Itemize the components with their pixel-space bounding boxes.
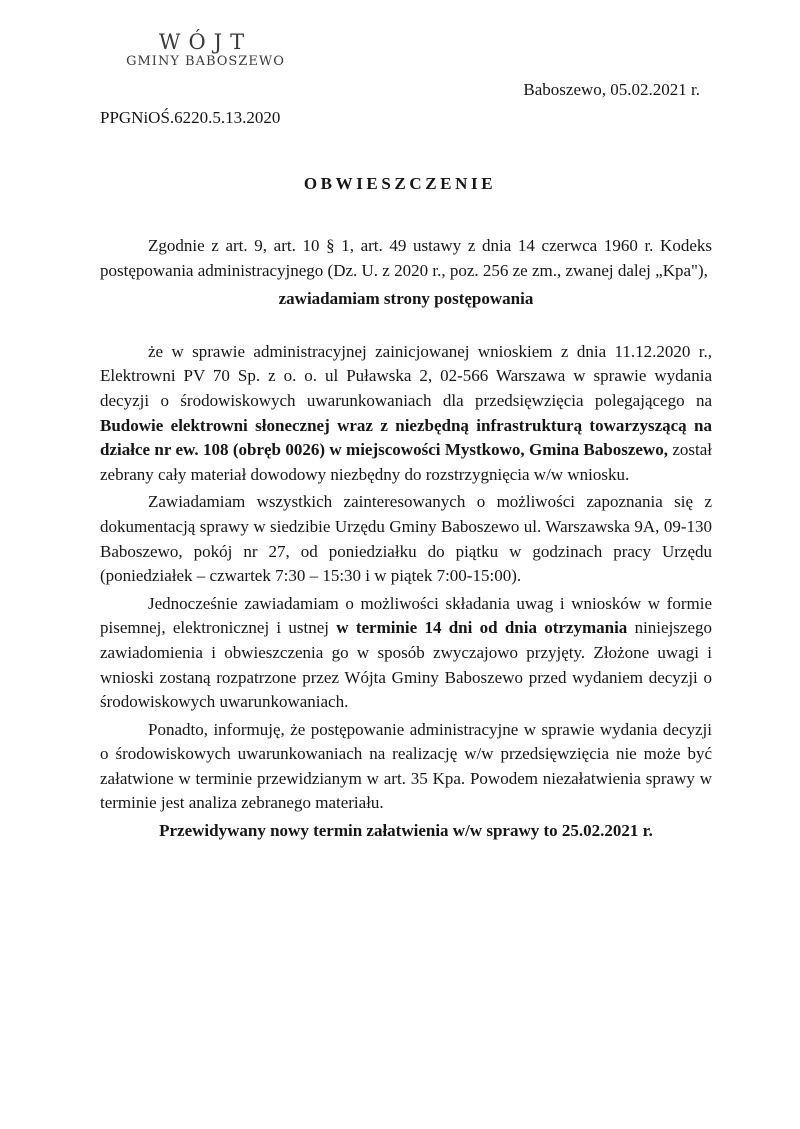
office-stamp xyxy=(118,30,293,70)
project-name: Budowie elektrowni słonecznej wraz z niezbędną infrastrukturą towarzyszącą na działce nr ew. 108 (obręb 0026) w miejscowości Mystkowo, Gmina Baboszewo, xyxy=(100,415,712,460)
paragraph-case-details xyxy=(100,340,712,488)
notice-heading: zawiadamiam strony postępowania xyxy=(278,289,534,309)
paragraph-comments xyxy=(100,592,712,715)
document-title: OBWIESZCZENIE xyxy=(303,174,497,193)
paragraph-text: został zebrany cały materiał dowodowy niezbędny do rozstrzygnięcia w/w wniosku. xyxy=(100,440,712,484)
stamp-line-2: GMINY BABOSZEWO xyxy=(126,54,285,69)
stamp-line-1: WÓJT xyxy=(158,30,253,54)
paragraph-text: Jednocześnie zawiadamiam o możliwości składania uwag i wniosków w formie pisemnej, elektronicznej i ustnej xyxy=(100,593,712,638)
deadline-text: w terminie 14 dni od dnia otrzymania xyxy=(336,618,628,638)
paragraph-text: że w sprawie administracyjnej zainicjowanej wnioskiem z dnia 11.12.2020 r., Elektrowni PV 70 Sp. z o. o. ul Puławska 2, 02-566 Warszawa w sprawie wydania decyzji o środowiskowych uwarunkowaniach dla przedsięwzięcia polegającego na xyxy=(100,341,712,410)
document-body xyxy=(100,234,712,844)
document-date: Baboszewo, 05.02.2021 r. xyxy=(523,80,700,99)
paragraph-text: niniejszego zawiadomienia i obwieszczenia go w sposób zwyczajowo przyjęty. Złożone uwagi i wnioski zostaną rozpatrzone przez Wójta Gminy Baboszewo przed wydaniem decyzji o środowiskowych uwarunkowaniach. xyxy=(100,618,712,712)
reference-number: PPGNiOŚ.6220.5.13.2020 xyxy=(100,108,281,127)
new-deadline-statement: Przewidywany nowy termin załatwienia w/w sprawy to 25.02.2021 r. xyxy=(159,821,653,841)
intro-paragraph: Zgodnie z art. 9, art. 10 § 1, art. 49 ustawy z dnia 14 czerwca 1960 r. Kodeks postępowania administracyjnego (Dz. U. z 2020 r., poz. 256 ze zm., zwanej dalej „Kpa"), xyxy=(100,236,712,280)
paragraph-delay-info: Ponadto, informuję, że postępowanie administracyjne w sprawie wydania decyzji o środowiskowych uwarunkowaniach na realizację w/w przedsięwzięcia nie może być załatwione w terminie przewidzianym w art. 35 Kpa. Powodem niezałatwienia sprawy w terminie jest analiza zebranego materiału. xyxy=(100,719,712,813)
paragraph-documentation-access: Zawiadamiam wszystkich zainteresowanych o możliwości zapoznania się z dokumentacją sprawy w siedzibie Urzędu Gminy Baboszewo ul. Warszawska 9A, 09-130 Baboszewo, pokój nr 27, od poniedziałku do piątku w godzinach pracy Urzędu (poniedziałek – czwartek 7:30 – 15:30 i w piątek 7:00-15:00). xyxy=(100,492,712,586)
